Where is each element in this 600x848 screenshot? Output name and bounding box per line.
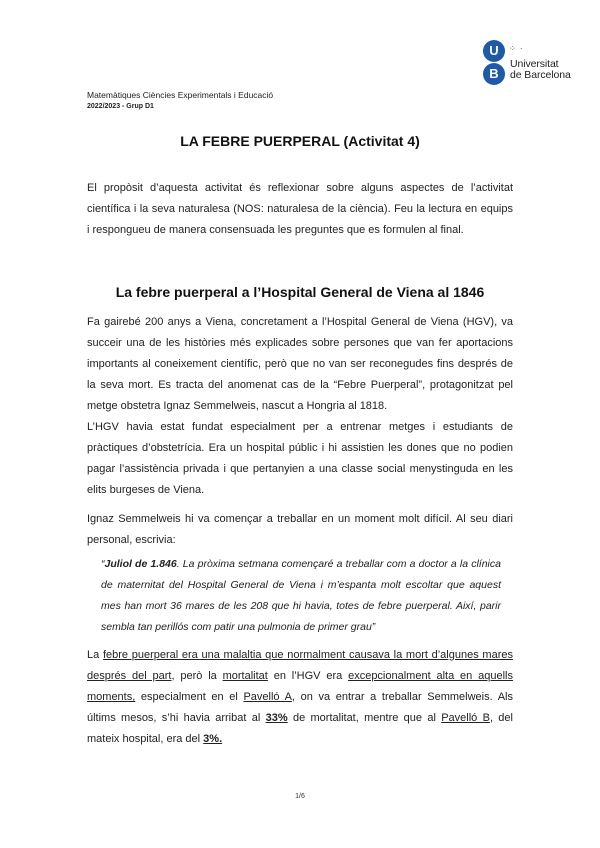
university-name-line2: de Barcelona bbox=[510, 69, 571, 81]
paragraph-3: Ignaz Semmelweis hi va començar a treballar en un moment molt difícil. Al seu diari personal, escrivia: bbox=[87, 513, 513, 546]
p4-text-6: de mortalitat, mentre que al bbox=[287, 712, 442, 724]
intro-paragraph: El propòsit d’aquesta activitat és reflexionar sobre alguns aspectes de l’activitat científica i la seva naturalesa (NOS: naturalesa de la ciència). Feu la lectura en equips i respongueu de manera consensuada les preguntes que es formulen al final. bbox=[87, 182, 513, 236]
quote-text: . La pròxima setmana començaré a treballar com a doctor a la clínica de maternitat del Hospital General de Viena i m’espanta molt escoltar que aquest mes han mort 36 mares de les 208 que hi havia, totes de febre puerperal. Així, parir sembla tan perillós com patir una pulmonia de primer grau” bbox=[101, 558, 501, 633]
p4-underline-pavilion-b: Pavelló B bbox=[441, 712, 490, 724]
p4-text-7: , del mateix hospital, era del bbox=[87, 712, 513, 745]
logo-b-mark: B bbox=[483, 63, 505, 85]
course-group: 2022/2023 - Grup D1 bbox=[87, 103, 154, 110]
paragraph-2: L’HGV havia estat fundat especialment per a entrenar metges i estudiants de pràctiques d’obstetrícia. Era un hospital públic i hi assistien les dones que no podien pagar l’assistència privada i que pertanyien a una classe social menystinguda en les elits burgeses de Viena. bbox=[87, 421, 513, 496]
p4-underline-definition: febre puerperal era una malaltia que normalment causava la mort d’algunes mares després del part bbox=[87, 649, 513, 682]
p4-text-2: , però la bbox=[171, 670, 223, 682]
paragraph-4 bbox=[87, 645, 513, 750]
p4-text-5: , on va entrar a treballar Semmelweis. Als últims mesos, s’hi havia arribat al bbox=[87, 691, 513, 724]
quote-date: Juliol de 1.846 bbox=[104, 558, 177, 570]
university-name-line1: Universitat bbox=[510, 58, 559, 70]
p4-underline-pavilion-a: Pavelló A bbox=[243, 691, 292, 703]
diary-quote bbox=[101, 554, 501, 638]
course-name: Matemàtiques Ciències Experimentals i Educació bbox=[87, 90, 274, 100]
document-title: LA FEBRE PUERPERAL (Activitat 4) bbox=[180, 133, 420, 149]
quote-open-mark: “ bbox=[101, 558, 105, 570]
logo-u-mark: U bbox=[483, 40, 505, 62]
paragraph-1: Fa gairebé 200 anys a Viena, concretament a l’Hospital General de Viena (HGV), va succeir una de les històries més explicades sobre persones que van fer aportacions importants al coneixement científic, però que no van ser reconegudes fins després de la seva mort. Es tracta del anomenat cas de la “Febre Puerperal”, protagonitzat pel metge obstetra Ignaz Semmelweis, nascut a Hongria al 1818. bbox=[87, 316, 513, 412]
page-number: 1/6 bbox=[295, 793, 305, 800]
logo-ornament: ⁘ · bbox=[509, 44, 524, 53]
p4-text-1: La bbox=[87, 649, 103, 661]
p4-text-3: en l’HGV era bbox=[267, 670, 349, 682]
university-name bbox=[510, 59, 571, 81]
p4-rate-33: 33% bbox=[265, 712, 288, 724]
section-title: La febre puerperal a l’Hospital General de Viena al 1846 bbox=[115, 284, 485, 300]
p4-underline-mortality: mortalitat bbox=[222, 670, 268, 682]
p4-text-4: especialment en el bbox=[135, 691, 244, 703]
p4-rate-3: 3%. bbox=[203, 733, 223, 745]
p4-underline-exceptional: excepcionalment alta en aquells moments, bbox=[87, 670, 513, 703]
